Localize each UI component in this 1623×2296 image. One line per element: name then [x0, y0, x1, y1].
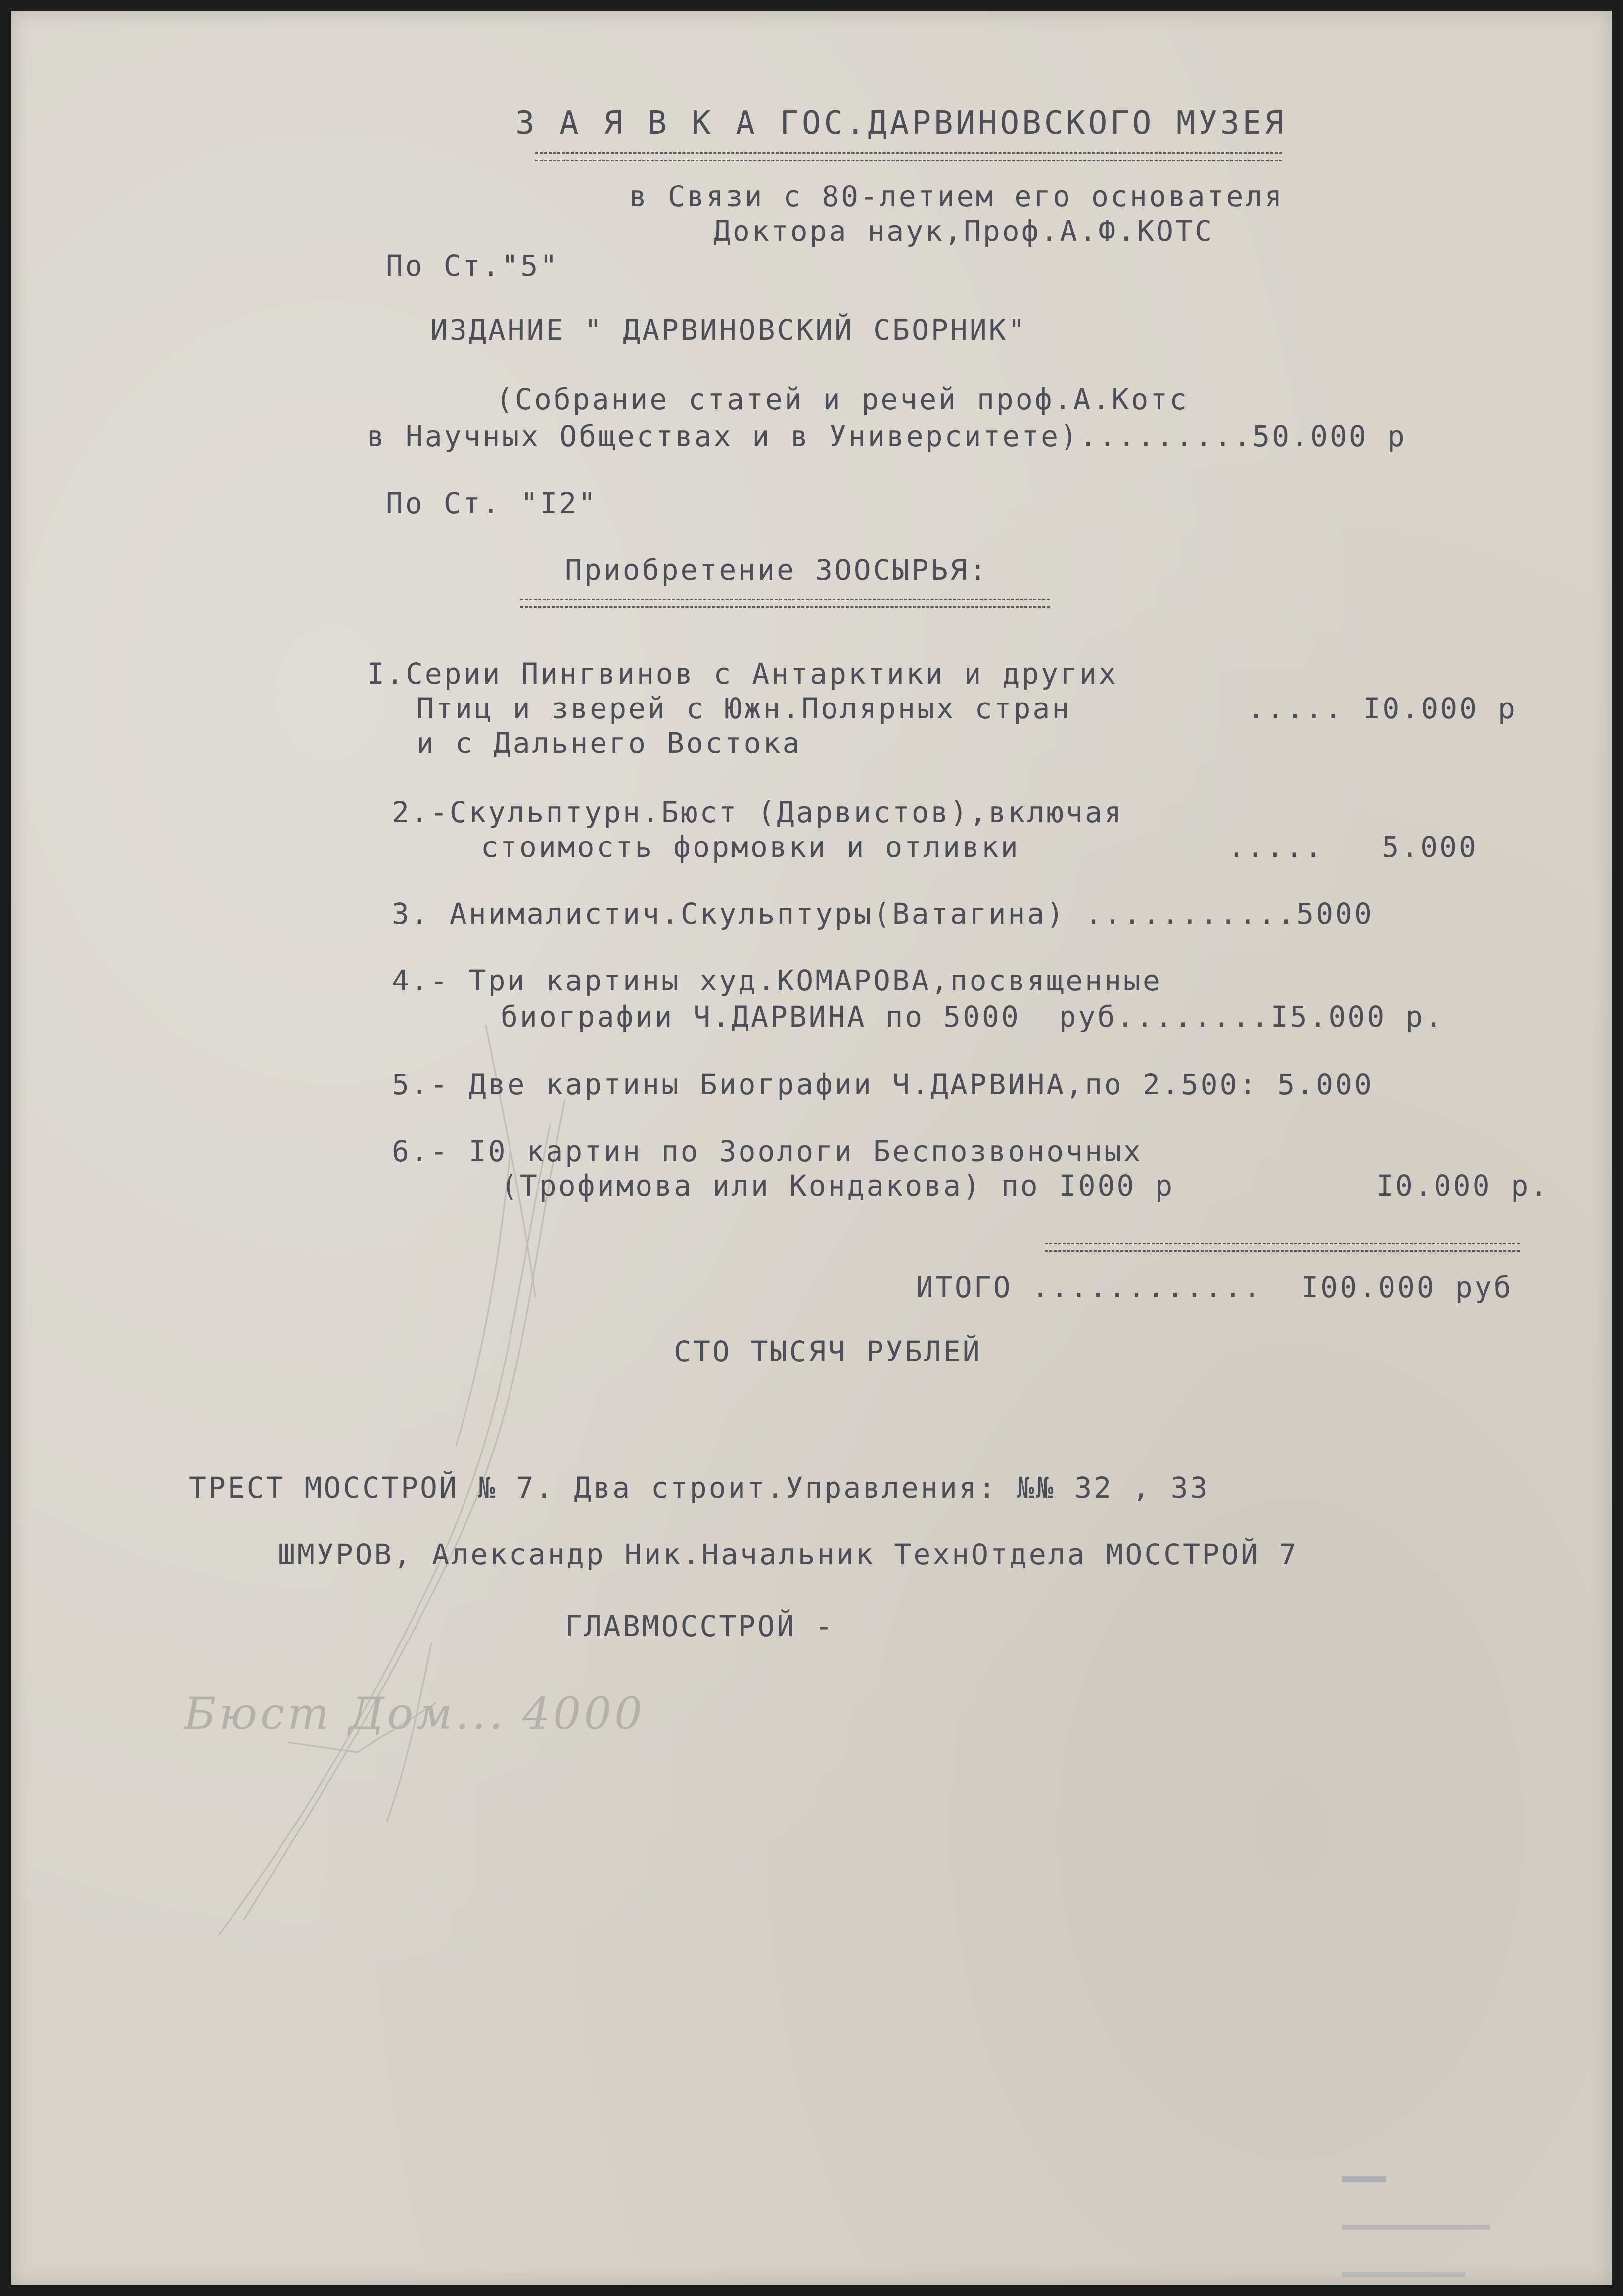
item-2-line-2: стоимость формовки и отливки: [481, 830, 1020, 864]
total-line: ИТОГО ............ I00.000 руб: [916, 1270, 1513, 1304]
section1-desc-line-2: в Научных Обществах и в Университете).........50.000 р: [367, 420, 1407, 453]
item-2-amount: ..... 5.000: [1228, 830, 1478, 864]
footer-line-2: ШМУРОВ, Александр Ник.Начальник ТехнОтдела МОССТРОЙ 7: [278, 1538, 1298, 1571]
section2-heading: Приобретение ЗООСЫРЬЯ:: [565, 553, 989, 587]
total-in-words: СТО ТЫСЯЧ РУБЛЕЙ: [674, 1335, 982, 1368]
section1-ref: По Ст."5": [386, 249, 559, 282]
item-5-line-1: 5.- Две картины Биографии Ч.ДАРВИНА,по 2.500: 5.000: [392, 1068, 1374, 1101]
section2-ref: По Ст. "I2": [386, 486, 598, 520]
subtitle-line-1: в Связи с 80-летием его основателя: [629, 180, 1284, 213]
item-1-line-1: I.Серии Пингвинов с Антарктики и других: [367, 657, 1118, 691]
section1-desc-line-1: (Собрание статей и речей проф.А.Котс: [496, 382, 1189, 416]
footer-line-3: ГЛАВМОССТРОЙ -: [565, 1609, 835, 1643]
item-1-amount: ..... I0.000 р: [1248, 692, 1517, 725]
item-6-amount: I0.000 р.: [1376, 1169, 1550, 1203]
total-rule: [1045, 1243, 1520, 1252]
item-1-line-3: и с Дальнего Востока: [417, 726, 802, 760]
item-6-line-2: (Трофимова или Кондакова) по I000 р: [501, 1169, 1175, 1203]
handwritten-note: Бюст Дом... 4000: [184, 1688, 646, 1739]
document-page: [11, 11, 1612, 2285]
item-4-line-1: 4.- Три картины худ.КОМАРОВА,посвященные: [392, 964, 1162, 997]
item-4-line-2: биографии Ч.ДАРВИНА по 5000 руб........I5.000 р.: [501, 1000, 1444, 1033]
document-title: З А Я В К А ГОС.ДАРВИНОВСКОГО МУЗЕЯ: [515, 105, 1287, 141]
item-1-line-2: Птиц и зверей с Южн.Полярных стран: [417, 692, 1071, 725]
item-2-line-1: 2.-Скульптурн.Бюст (Дарвистов),включая: [392, 796, 1123, 829]
title-underline: [535, 152, 1282, 161]
item-6-line-1: 6.- I0 картин по Зоологи Беспозвоночных: [392, 1134, 1143, 1168]
item-3-line-1: 3. Анималистич.Скульптуры(Ватагина) ...........5000: [392, 897, 1374, 931]
section1-heading: ИЗДАНИЕ " ДАРВИНОВСКИЙ СБОРНИК": [430, 313, 1027, 347]
footer-line-1: ТРЕСТ МОССТРОЙ № 7. Два строит.Управления: №№ 32 , 33: [189, 1471, 1209, 1504]
section2-heading-underline: [520, 599, 1050, 608]
subtitle-line-2: Доктора наук,Проф.А.Ф.КОТС: [713, 214, 1214, 248]
archive-stamp: [1342, 2141, 1490, 2285]
